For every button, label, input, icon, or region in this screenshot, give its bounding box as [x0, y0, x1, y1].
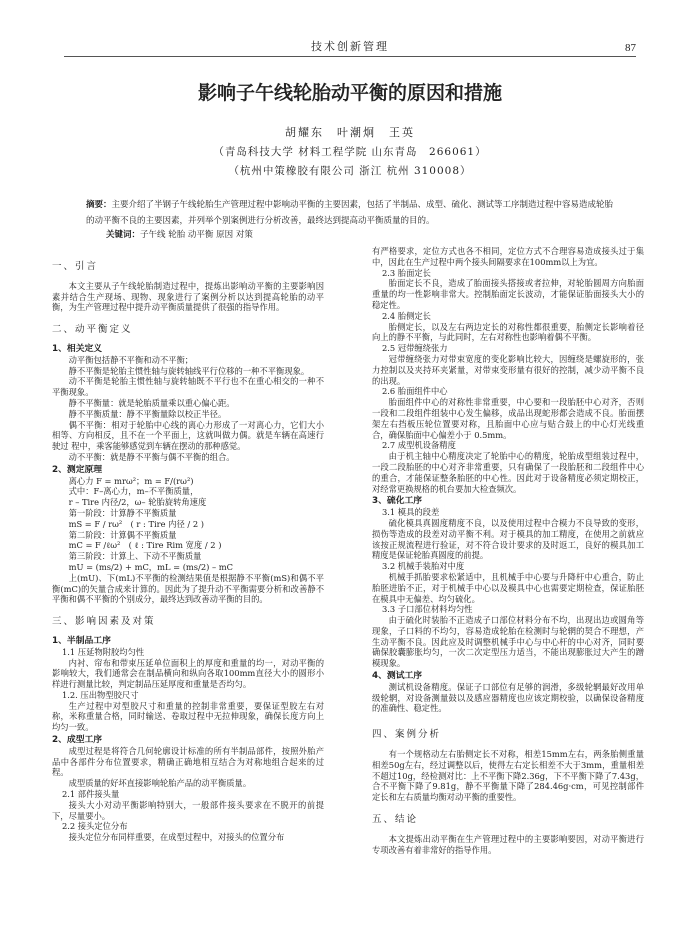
subheading: 2.1 部件接头量: [61, 789, 120, 800]
subsection-heading: 3、硫化工序: [372, 496, 423, 507]
subheading: 2.3 胎面定长: [381, 267, 431, 278]
section-heading: 四、案例分析: [372, 729, 442, 741]
paragraph: 内衬、帘布和带束压延单位面积上的厚度和重量的均一，对动平衡的影响较大，我们通常会在制品横向和纵向各取100mm直径大小的圆形小样进行测量比较，判定制品压延厚度和重量是否均匀。: [52, 657, 324, 690]
paragraph: 测试机设备精度。保证子口部位有足够的润滑，多级轮辋最好改用单级轮辋，对设备测量鼓以及感应器精度也应该定期校验，以确保设备精度的准确性、稳定性。: [372, 681, 644, 714]
paragraph: 有严格要求，定位方式也各不相同，定位方式不合理容易造成接头过于集中，因此在生产过程中两个接头间隔要求在100mm以上为宜。: [372, 246, 644, 267]
paragraph: 由于硫化时装胎不正造成子口部位材料分布不均，出现出边或圆角等现象，子口料的不均匀，容易造成轮胎在检测时与轮辋的契合不理想，产生动平衡不良。因此应及时调整机械手中心与中心杆的中心对齐，同时要确保胶囊膨胀均匀，一次二次定型压力适当，不能出现膨胀过大产生的蹭模现象。: [372, 615, 644, 669]
abstract-label: 摘要：: [86, 200, 112, 210]
paragraph: 胎面定长不良，造成了胎面接头搭接或者拉伸，对轮胎圆周方向胎面重量的均一性影响非常大。控制胎面定长波动，才能保证胎面接头大小的稳定性。: [372, 278, 644, 310]
article-title: 影响子午线轮胎动平衡的原因和措施: [197, 82, 502, 104]
section-heading: 二、动平衡定义: [52, 324, 133, 336]
abstract-text: 主要介绍了半钢子午线轮胎生产管理过程中影响动平衡的主要因素，包括了半制品、成型、硫化、测试等工序制造过程中容易造成轮胎的动平衡不良的主要因素，并列举个别案例进行分析改善，最终达到提高动平衡质量的目的。: [86, 200, 614, 226]
paragraph: 成型过程是将符合几何轮廓设计标准的所有半制品部件，按照外胎产品中各部件分布位置要求，精确正确地相互结合为对称地组合起来的过程。: [52, 745, 324, 778]
section-heading: 一、引言: [52, 261, 99, 272]
subheading: 3.2 机械手装胎对中度: [381, 561, 465, 572]
left-column: [52, 246, 324, 843]
paragraph: 上(mU)、下(mL)不平衡的检测结果值是根据静不平衡(mS)和偶不平衡(mC)的矢量合成来计算的。因此为了提升动不平衡需要分析和改善静不平衡和偶不平衡的个别成分，最终达到改善动平衡的目的。: [52, 572, 324, 605]
equation-line: 第二阶段：计算偶不平衡质量: [68, 529, 177, 540]
paragraph: 静不平衡是轮胎主惯性轴与旋转轴线平行位移的一种不平衡现象。: [68, 365, 310, 376]
paragraph: 本文提炼出动平衡在生产管理过程中的主要影响要因，对动平衡进行专项改善有着非常好的指导作用。: [372, 833, 644, 855]
paragraph: 静不平衡量：就是轮胎质量乘以重心偏心距。: [68, 397, 235, 408]
subheading: 3.1 模具的段差: [381, 507, 440, 518]
paragraph: 接头大小对动平衡影响特别大，一般部件接头要求在不脱开的前提下，尽量要小。: [52, 799, 324, 821]
equation-line: 第一阶段：计算静不平衡质量: [68, 507, 177, 518]
equation-line: 离心力 F = mrω²；m = F/(rω²): [68, 475, 194, 486]
paragraph: 硫化模具真圆度精度不良，以及使用过程中合模力不良导致的变形，损伤等造成的段差对动平衡不利。对于模具的加工精度，在使用之前就应该按正规流程进行验证，对不符合设计要求的及时返工，良好的模具加工精度是保证轮胎真圆度的前提。: [372, 517, 644, 561]
subheading: 1.2. 压出物型胶尺寸: [61, 689, 139, 700]
paragraph: 机械手抓胎要求松紧适中，且机械手中心要与升降杆中心重合，防止胎胚进胎不正，对于机械手中心以及模具中心也需要定期检查，保证胎胚在模具中无偏差、均匀硫化。: [372, 571, 644, 604]
paragraph: 接头定位分布同样重要，在成型过程中，对接头的位置分布: [68, 832, 285, 843]
affiliation-2: （杭州中策橡胶有限公司 浙江 杭州 310008）: [228, 165, 472, 177]
paragraph: 本文主要从子午线轮胎制造过程中，提炼出影响动平衡的主要影响因素并结合生产现场、现物、现象进行了案例分析以达到提高轮胎的动平衡，为生产管理过程中提升动平衡质量提供了很强的指导作用。: [52, 280, 324, 313]
keywords-label: 关键词：: [106, 230, 141, 240]
equation-line: mC = F /ℓω² ( ℓ : Tire Rim 宽度 / 2 ): [68, 540, 222, 551]
subheading: 2.5 冠带缠绕张力: [381, 343, 448, 354]
equation-line: 式中：F–离心力，m–不平衡质量，: [68, 486, 199, 497]
equation-line: mS = F / rω² ( r : Tire 内径 / 2 ): [68, 518, 204, 529]
subheading: 2.2 接头定位分布: [61, 821, 128, 832]
paragraph: 由于机主轴中心精度决定了轮胎中心的精度，轮胎成型组装过程中，一段二段胎胚的中心对齐非常重要，只有确保了一段胎胚和二段组件中心的重合，才能保证整条胎胚的中心性。因此对于设备精度必须定期校正，对经常更换规格的机台要加大检查频次。: [372, 451, 644, 494]
subheading: 2.4 胎侧定长: [381, 310, 431, 321]
paragraph: 成型质量的好坏直接影响轮胎产品的动平衡质量。: [68, 778, 252, 789]
subheading: 2.7 成型机设备精度: [381, 440, 456, 451]
paragraph: 动平衡包括静不平衡和动不平衡；: [68, 354, 194, 365]
running-title: 技术创新管理: [311, 40, 389, 53]
subsection-heading: 2、测定原理: [52, 464, 103, 475]
paragraph: 静不平衡质量：静不平衡量除以校正半径。: [68, 408, 227, 419]
abstract: [86, 197, 614, 229]
subheading: 1.1 压延物附胶均匀性: [61, 646, 145, 657]
paragraph: 有一个规格动左右胎侧定长不对称，相差15mm左右，两条胎侧重量相差50g左右，经过调整以后，使得左右定长相差不大于3mm，重量相差不超过10g，经检测对比：上不平衡下降2.36g，下不平衡下降了7.43g，合不平衡下降了9.81g，静不平衡量下降了284.46g·cm，可见控制部件定长和左右质量均衡对动平衡的重要性。: [372, 749, 644, 803]
paragraph: 动不平衡是轮胎主惯性轴与旋转轴既不平行也不在重心相交的一种不平衡现象。: [52, 376, 324, 398]
paragraph: 偶不平衡：相对于轮胎中心线的离心力形成了一对离心力，它们大小相等、方向相反，且不在一个平面上，这就叫做力偶。就是车辆在高速行驶过 程中，乘客能够感觉到车辆在摆动的那种感觉。: [52, 419, 324, 452]
section-heading: 五、结论: [372, 814, 419, 826]
affiliation-1: （青岛科技大学 材料工程学院 山东青岛 266061）: [213, 146, 487, 158]
paragraph: 生产过程中对型胶尺寸和重量的控制非常重要，要保证型胶左右对称，米称重量合格，同时输送、卷取过程中无拉伸现象，确保长度方向上均匀一致。: [52, 700, 324, 733]
subsection-heading: 1、半制品工序: [52, 635, 111, 646]
equation-line: r – Tire 内径/2，ω– 轮胎旋转角速度: [68, 497, 207, 508]
section-heading: 三、影响因素及对策: [52, 616, 156, 628]
subsection-heading: 4、测试工序: [372, 671, 423, 682]
keywords-text: 子午线 轮胎 动平衡 原因 对策: [140, 230, 253, 240]
page-number: 87: [625, 42, 636, 54]
keywords: [106, 228, 614, 240]
subheading: 2.6 胎面组件中心: [381, 386, 448, 397]
equation-line: 第三阶段：计算上、下动不平衡质量: [68, 551, 202, 562]
authors: 胡耀东 叶潮炯 王英: [285, 126, 415, 139]
subheading: 3.3 子口部位材料均匀性: [381, 604, 473, 615]
paragraph: 动不平衡：就是静不平衡与偶不平衡的组合。: [68, 451, 235, 462]
subsection-heading: 2、成型工序: [52, 735, 103, 746]
subsection-heading: 1、相关定义: [52, 343, 103, 354]
right-column: [372, 246, 644, 855]
page-header: [64, 38, 636, 57]
paragraph: 胎侧定长，以及左右两边定长的对称性都很重要，胎侧定长影响着径向上的静不平衡，与此同时，左右对称性也影响着偶不平衡。: [372, 321, 644, 343]
equation-line: mU = (ms/2) + mC，mL = (ms/2) – mC: [68, 561, 234, 572]
paragraph: 胎面组件中心的对称性非常重要，中心要和一段胎胚中心对齐，否则一段和二段组件组装中心发生偏移，成品出现蛇形都会造成不良。胎面摆架左右挡板压轮位置要对称，且胎面中心应与贴合鼓上的中心灯光线重合，确保胎面中心偏差小于 0.5mm。: [372, 397, 644, 440]
paragraph: 冠带缠绕张力对带束宽度的变化影响比较大，因缠绕是螺旋形的，张力控制以及夹持环夹紧量，对带束变形量有很好的控制，减少动平衡不良的出现。: [372, 353, 644, 386]
